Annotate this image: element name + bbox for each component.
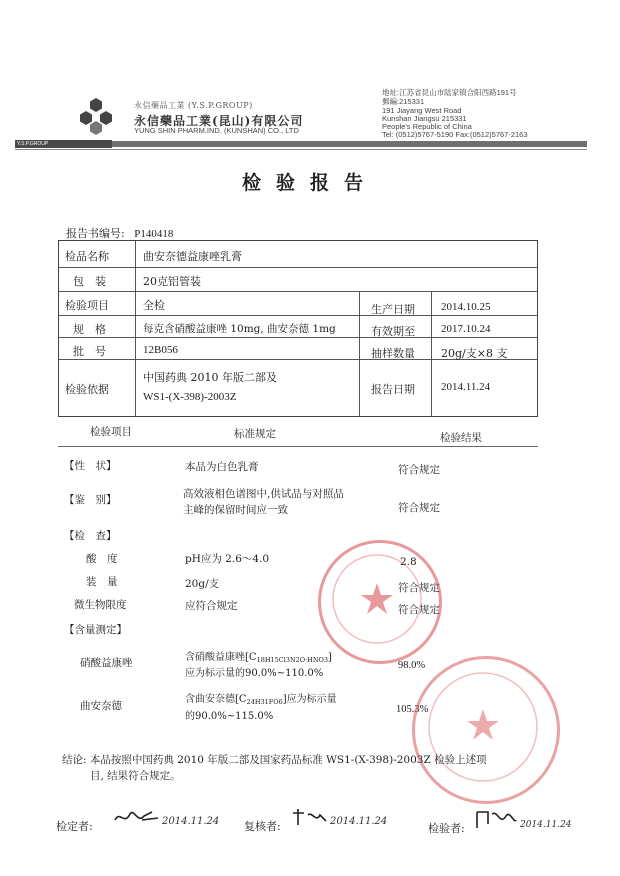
econazole-label: 硝酸益康唑 bbox=[80, 657, 133, 669]
microbial-result: 符合规定 bbox=[398, 604, 440, 616]
econazole-standard-2: 应为标示量的90.0%~110.0% bbox=[185, 668, 324, 679]
triamcinolone-label: 曲安奈德 bbox=[80, 700, 122, 712]
triamcinolone-standard-2: 的90.0%~115.0% bbox=[185, 711, 274, 722]
fill-result: 符合规定 bbox=[398, 582, 440, 594]
address-line: Kunshan Jiangsu 215331 bbox=[382, 114, 467, 123]
quality-seal-stamp bbox=[412, 656, 560, 804]
triamcinolone-result: 105.3% bbox=[396, 704, 429, 715]
identification-result: 符合规定 bbox=[398, 502, 440, 514]
expiry-label: 有效期至 bbox=[371, 325, 415, 338]
econazole-standard-text: 含硝酸益康唑[C bbox=[185, 652, 257, 663]
product-name-value: 曲安奈德益康唑乳膏 bbox=[143, 250, 242, 263]
microbial-label: 微生物限度 bbox=[74, 599, 127, 611]
reviewer-label: 复核者: bbox=[244, 820, 281, 833]
character-label: 【性 状】 bbox=[64, 460, 117, 472]
triamcinolone-formula: 24H31FO6 bbox=[246, 698, 283, 706]
tester-date: 2014.11.24 bbox=[162, 816, 220, 827]
table-rule bbox=[59, 315, 537, 316]
triamcinolone-standard-close: ]应为标示量 bbox=[282, 694, 337, 705]
table-rule bbox=[59, 267, 537, 268]
header-divider bbox=[15, 149, 587, 150]
econazole-standard-1 bbox=[185, 648, 332, 664]
address-line: 地址:江苏省昆山市陆家镇合阳西路191号 bbox=[382, 88, 517, 97]
inspection-seal-stamp bbox=[318, 540, 442, 664]
company-group-name: 永信藥品工業 (Y.S.P.GROUP) bbox=[134, 101, 253, 110]
company-logo-icon bbox=[70, 96, 122, 136]
sample-qty-value: 20g/支×8 支 bbox=[441, 347, 508, 360]
report-number-value: P140418 bbox=[134, 228, 174, 240]
company-name-en: YUNG SHIN PHARM.IND. (KUNSHAN) CO., LTD bbox=[134, 126, 299, 135]
econazole-standard-close: ] bbox=[328, 652, 332, 663]
microbial-standard: 应符合规定 bbox=[185, 600, 238, 612]
mfg-date-label: 生产日期 bbox=[371, 303, 415, 316]
expiry-value: 2017.10.24 bbox=[441, 323, 491, 335]
mfg-date-value: 2014.10.25 bbox=[441, 301, 491, 313]
info-table bbox=[58, 240, 538, 417]
column-header-item: 检验项目 bbox=[90, 426, 132, 438]
report-number-label: 报告书编号: bbox=[66, 227, 125, 240]
table-rule bbox=[59, 291, 537, 292]
acidity-label: 酸 度 bbox=[86, 553, 118, 565]
inspector-date: 2014.11.24 bbox=[520, 820, 572, 830]
inspector-label: 检验者: bbox=[428, 822, 465, 835]
basis-line-2: WS1-(X-398)-2003Z bbox=[143, 391, 237, 403]
character-result: 符合规定 bbox=[398, 464, 440, 476]
address-line: Tel: (0512)5767-5190 Fax:(0512)5767-2163 bbox=[382, 130, 528, 139]
seal-star-icon bbox=[321, 543, 433, 655]
character-standard: 本品为白色乳膏 bbox=[185, 461, 259, 473]
spec-value: 每克含硝酸益康唑 10mg, 曲安奈德 1mg bbox=[143, 323, 336, 335]
reviewer-signature-icon bbox=[290, 807, 330, 829]
company-name-cn: 永信藥品工業(昆山)有限公司 bbox=[134, 114, 304, 128]
identification-label: 【鉴 别】 bbox=[64, 494, 117, 506]
assay-label: 【含量测定】 bbox=[64, 624, 127, 636]
report-date-label: 报告日期 bbox=[371, 383, 415, 396]
triamcinolone-standard-text: 含曲安奈德[C bbox=[185, 694, 247, 705]
check-label: 【检 查】 bbox=[64, 530, 117, 542]
address-line: 191 Jiayang West Road bbox=[382, 106, 462, 115]
triamcinolone-standard-1 bbox=[185, 690, 337, 706]
batch-label: 批 号 bbox=[73, 345, 106, 358]
report-number bbox=[66, 225, 173, 241]
document-title: 检验报告 bbox=[241, 172, 378, 194]
tester-signature-icon bbox=[112, 806, 162, 828]
report-date-value: 2014.11.24 bbox=[441, 381, 491, 393]
econazole-formula: 18H15Cl3N2O·HNO3 bbox=[256, 656, 328, 664]
sample-qty-label: 抽样数量 bbox=[371, 347, 415, 360]
seal-ring-icon bbox=[415, 659, 551, 795]
column-header-result: 检验结果 bbox=[440, 432, 482, 444]
acidity-standard: pH应为 2.6～4.0 bbox=[185, 553, 270, 565]
column-header-standard: 标准规定 bbox=[234, 428, 276, 440]
econazole-result: 98.0% bbox=[398, 660, 426, 671]
table-rule bbox=[135, 241, 136, 416]
identification-standard-2: 主峰的保留时间应一致 bbox=[183, 504, 288, 516]
results-divider bbox=[58, 446, 538, 447]
conclusion-line-2: 目, 结果符合规定。 bbox=[90, 770, 181, 782]
table-rule bbox=[431, 291, 432, 416]
test-item-label: 检验项目 bbox=[65, 299, 109, 312]
inspector-signature-icon bbox=[474, 808, 518, 830]
reviewer-date: 2014.11.24 bbox=[330, 816, 388, 827]
basis-line-1: 中国药典 2010 年版二部及 bbox=[143, 371, 277, 384]
header-bar bbox=[15, 141, 587, 147]
table-rule bbox=[59, 337, 537, 338]
package-label: 包 装 bbox=[73, 275, 106, 288]
basis-label: 检验依据 bbox=[65, 383, 109, 396]
address-line: 郵編:215331 bbox=[382, 97, 425, 106]
conclusion-line-1: 结论: 本品按照中国药典 2010 年版二部及国家药品标准 WS1-(X-398)-2003Z 检验上述项 bbox=[62, 754, 487, 766]
test-item-value: 全检 bbox=[143, 299, 165, 312]
acidity-result: 2.8 bbox=[400, 556, 417, 568]
package-value: 20克铝管装 bbox=[143, 275, 201, 288]
table-rule bbox=[359, 291, 360, 416]
address-line: People's Republic of China bbox=[382, 122, 472, 131]
tester-label: 检定者: bbox=[56, 820, 93, 833]
product-name-label: 检品名称 bbox=[65, 250, 109, 263]
batch-value: 12B056 bbox=[143, 344, 178, 356]
fill-label: 装 量 bbox=[86, 576, 118, 588]
spec-label: 规 格 bbox=[73, 323, 106, 336]
fill-standard: 20g/支 bbox=[185, 578, 220, 590]
header-bar-tag: Y.S.P.GROUP bbox=[15, 140, 112, 148]
identification-standard-1: 高效液相色谱图中,供试品与对照品 bbox=[183, 488, 344, 500]
